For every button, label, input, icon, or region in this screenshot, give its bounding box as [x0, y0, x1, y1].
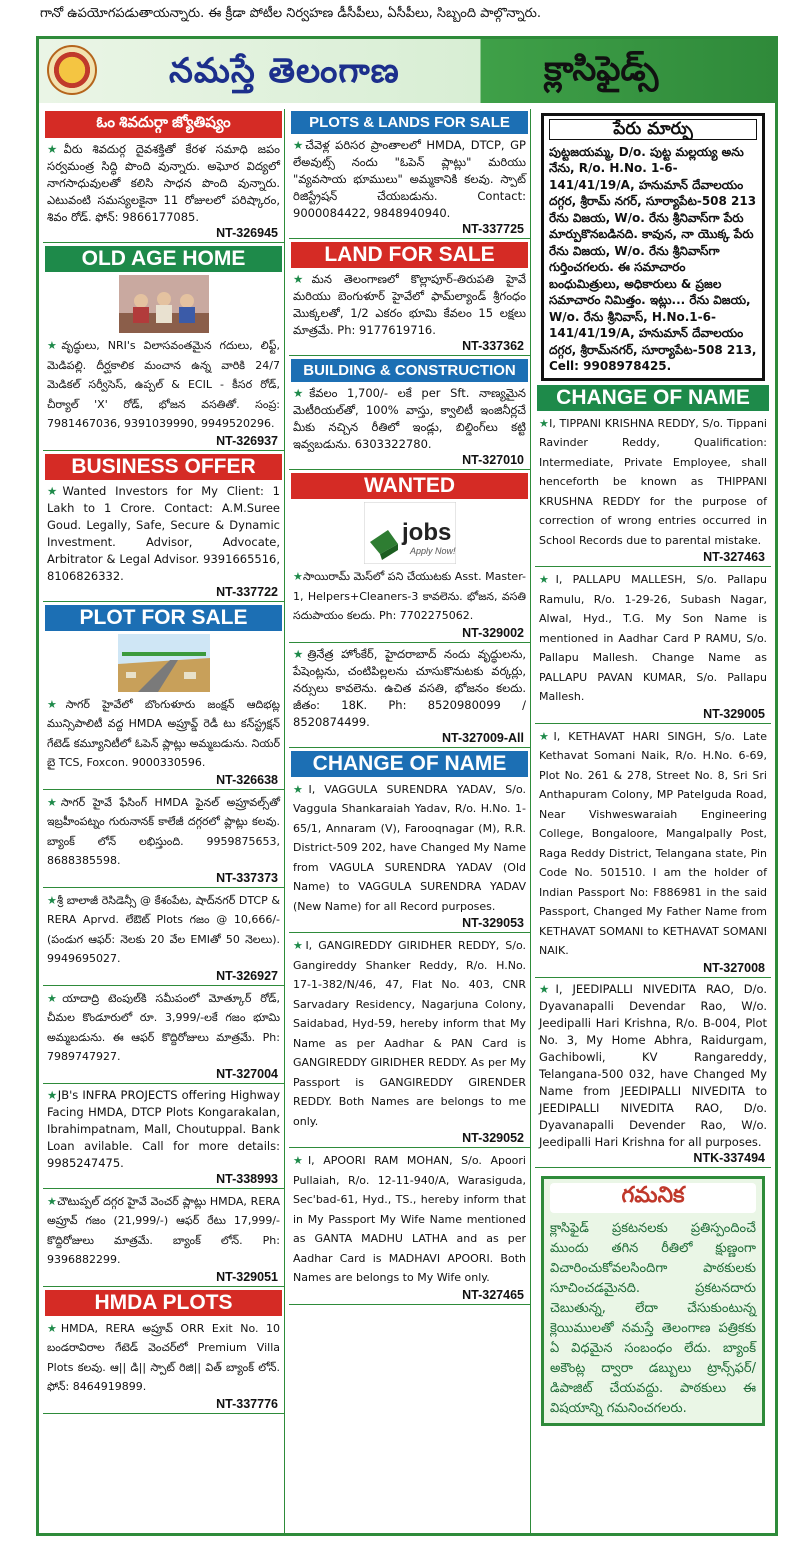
star-bullet-icon: ★: [539, 573, 556, 586]
ad-text: ★సాగర్ హైవేలో బొంగుళూరు జంక్షన్ ఆదిభట్ల మున్సిపాలిటీ వద్ద HMDA అప్రూవ్డ్ రెడీ టు కన్‌స్ట్రక్షన్ గేటెడ్ కమ్యూనిటీలో ఓపెన్ ప్లాట్లు అమ్మబడును. నియర్ బై TCS, Foxcon. 9000330596.: [47, 697, 280, 769]
column-2: [289, 109, 531, 1533]
ad-code: NT-326927: [43, 969, 284, 986]
star-bullet-icon: ★: [293, 272, 312, 286]
newspaper-logo: [47, 45, 97, 95]
ad-heading: ఓం శివదుర్గా జ్యోతిష్యం: [45, 111, 282, 138]
star-bullet-icon: ★: [293, 782, 309, 796]
ad-code: NT-326937: [43, 434, 284, 451]
ad-code: NT-329002: [289, 626, 530, 643]
ad-code: NT-329005: [535, 707, 771, 724]
ad-code: NT-327004: [43, 1067, 284, 1084]
ad-text: ★JB's INFRA PROJECTS offering Highway Facing HMDA, DTCP Plots Kongarakalan, Ibrahimpatnam, Mall, Choutuppal. Bank Loan avilable. Call for more details: 9985247475.: [47, 1087, 281, 1170]
ad-code: NT-337776: [43, 1397, 284, 1414]
ad-heading: WANTED: [291, 473, 528, 499]
name-change-box-text: పుట్టజయమ్మ, D/o. పుట్ట మల్లయ్య అను నేను, R/o. H.No. 1-6-141/41/19/A, హనుమాన్ దేవాలయం దగ్గర, శ్రీరామ్ నగర్, సూర్యాపేట-508 213 రేను విజయ, W/o. రేను శ్రీనివాస్‌గా పేరు మార్పుకొనబడినది. కావున, నా యొక్క పేరు రేను విజయ, W/o. రేను శ్రీనివాస్‌గా గుర్తించగలరు. ఈ సమాచారం బంధుమిత్రులు, అధికారులు & ప్రజల సమాచారం నిమిత్తం. ఇట్లు... రేను విజయ, W/o. రేను శ్రీనివాస్, H.No.1-6-141/41/19/A, హనుమాన్ దేవాలయం దగ్గర, శ్రీరామ్‌నగర్, సూర్యాపేట-508 213, Cell: 9908978425.: [549, 144, 757, 373]
notice-text: క్లాసిఫైడ్ ప్రకటనలకు ప్రతిస్పందించే ముందు తగిన రీతిలో క్షుణ్ణంగా విచారించుకోవలసిందిగా పాఠకులకు సూచించడమైనది. ప్రకటనదారు చెబుతున్న, లేదా చేసుకుంటున్న క్లెయిములతో నమస్తే తెలంగాణ పత్రికకు ఏ విధమైన సంబంధం లేదు. బ్యాంక్ అకౌంట్ల ద్వారా డబ్బులు ట్రాన్స్‌ఫర్/డిపాజిట్ చేయవద్దు. పాఠకులు ఈ విషయాన్ని గమనించగలరు.: [550, 1220, 756, 1416]
ad-code: NT-329053: [289, 916, 530, 933]
name-change-box: [541, 113, 765, 381]
star-bullet-icon: ★: [47, 1194, 58, 1208]
star-bullet-icon: ★: [47, 697, 66, 711]
ad-heading: LAND FOR SALE: [291, 242, 528, 268]
star-bullet-icon: ★: [539, 416, 550, 430]
ad-code: NT-337373: [43, 871, 284, 888]
star-bullet-icon: ★: [47, 142, 64, 156]
jobs-logo: [364, 502, 456, 564]
ad-text: ★చేవెళ్ల పరిసర ప్రాంతాలలో HMDA, DTCP, GP లేఅవుట్స్ నందు "ఓపెన్ ప్లాట్లు" మరియు "వ్యవసాయ భూములు" అమ్మకానికి కలవు. స్పాట్ రిజిస్ట్రేషన్ చేయబడును. Contact: 9000084422, 9848940940.: [293, 138, 526, 220]
ad-text: ★వీరు శివదుర్గ దైవశక్తితో కేరళ సమాధి జపం సర్వమంత్ర సిద్ధి పొంది వున్నారు. అఘోర విద్యలో నాగసాధువులతో కలిసి సాధన పొంది వున్నారు. ఎటువంటి సమస్యలకైనా 11 రోజులలో పరిష్కారం, శివం రోడ్. ఫోన్: 9866177085.: [47, 142, 280, 224]
ad-code: NTK-337494: [535, 1151, 771, 1168]
ad-text: ★త్రినేత్ర హోంకేర్, హైదరాబాద్ నందు వృద్ధులను, పేషెంట్లను, చంటిపిల్లలను చూసుకొనుటకు వర్కర్లు, నర్సులు కావలెను. ఉచిత వసతి, భోజనం కలదు. జీతం: 18K. Ph: 8520980099 / 8520874499.: [293, 646, 526, 729]
ad-code: NT-327465: [289, 1288, 530, 1305]
ad-code: NT-338993: [43, 1172, 284, 1189]
ad-text: ★యాదాద్రి టెంపుల్‌కి సమీపంలో మోత్కూర్ రోడ్, చీమల కొండూరులో రూ. 3,999/-లకే గజం భూమి అమ్మబడును. ఈ ఆఫర్ కొద్దిరోజులు మాత్రమే. Ph: 7989747927.: [47, 991, 280, 1063]
column-1: [43, 109, 285, 1533]
ad-heading: PLOTS & LANDS FOR SALE: [291, 111, 528, 134]
ad-text: ★I, VAGGULA SURENDRA YADAV, S/o. Vaggula Shankaraiah Yadav, R/o. H.No. 1-65/1, Annaram (V), Farooqnagar (M), R.R. District-509 202, have Changed My Name from VAGULA SURENDRA YADAV (Old Name) to VAGGULA SURENDRA YADAV (New Name) for all Record purposes.: [293, 782, 526, 913]
ad-text: ★కేవలం 1,700/- లకే per Sft. నాణ్యమైన మెటీరియల్‌తో, 100% వాస్తు, క్వాలిటీ ఇంజినీర్లచే మీకు నచ్చిన రీతిలో ఇండ్లు, బిల్డింగ్‌లు కట్టి ఇవ్వబడును. 6303322780.: [293, 386, 526, 451]
classifieds-banner: [39, 39, 775, 103]
star-bullet-icon: ★: [539, 729, 554, 743]
ad-code: NT-329052: [289, 1131, 530, 1148]
classifieds-page: [36, 36, 778, 1536]
star-bullet-icon: ★: [293, 138, 306, 152]
newspaper-title: నమస్తే తెలంగాణ: [169, 51, 400, 91]
star-bullet-icon: ★: [293, 386, 310, 400]
jobs-logo-text: jobs: [401, 519, 451, 546]
notice-box: [541, 1176, 765, 1426]
star-bullet-icon: ★: [293, 1154, 308, 1167]
star-bullet-icon: ★: [47, 483, 63, 498]
jobs-logo-tagline: Apply Now!: [409, 546, 456, 556]
ad-code: NT-327009-All: [289, 731, 530, 748]
ad-text: ★Wanted Investors for My Client: 1 Lakh to 1 Crore. Contact: A.M.Suree Goud. Legally, Safe, Secure & Dynamic Investment. Advisor, Advocate, Arbitrator & Legal Advisor. 9391665516, 8106826332.: [47, 483, 280, 583]
ad-text: ★I, KETHAVAT HARI SINGH, S/o. Late Kethavat Somani Naik, R/o. H.No. 6-69, Plot No. 261 & 278, Street No. 8, Sri Sri Anthapuram Colony, MP Patelguda Road, Near Vishweswaraiah Engineering College, Bongaloore, Mangalpally Post, Raga Reddy District, Telangana state, Pin Code No. 501510. I am the holder of Indian Passport No: F886981 in the said Passport, Changed My Father Name from KETHAVAT SOMANI to KETHAVAT SOMANI NAIK.: [539, 729, 767, 957]
star-bullet-icon: ★: [47, 1087, 58, 1102]
ad-text: ★I, GANGIREDDY GIRIDHER REDDY, S/o. Gangireddy Shanker Reddy, R/o. H.No. 17-1-382/N/46, 47, Flat No. 403, CNR Sarvadary Residency, Nagarjuna Colony, Saidabad, Hyd-59, hereby inform that My Name as per Aadhar & PAN Card is GANGIREDDY GIRIDHER REDDY. As per My Passport is GANGIREDDY GIRENDER REDDY. Both Names are belongs to me only.: [293, 939, 526, 1128]
ad-text: ★వృద్ధులు, NRI's విలాసవంతమైన గదులు, లిఫ్ట్, మెడిపల్లి. దీర్ఘకాలిక మంచాన ఉన్న వారికి 24/7 మెడికల్ సర్వీసెస్, ఉప్పల్ & ECIL - కీసర రోడ్, చీర్యాల్ 'X' రోడ్, భోజన వసతితో. సంప్ర: 7981467036, 9391039990, 9949520296.: [47, 339, 280, 430]
star-bullet-icon: ★: [293, 646, 308, 661]
old-age-home-photo: [119, 275, 209, 333]
ad-text: ★HMDA, RERA అప్రూవ్ ORR Exit No. 10 బండరావిరాల గేటెడ్ వెంచర్‌లో Premium Villa Plots కలవు. ఆ|| డి|| స్పాట్ రిజి|| విత్ బ్యాంక్ లోన్. ఫోన్: 8464919899.: [47, 1321, 280, 1393]
ad-code: NT-337722: [43, 585, 284, 602]
ad-text: ★సాయిరామ్ మెస్‌లో పని చేయుటకు Asst. Master-1, Helpers+Cleaners-3 కావలెను. భోజన, వసతి సదుపాయం కలదు. Ph: 7702275062.: [293, 570, 526, 622]
plot-layout-photo: [118, 634, 210, 692]
ad-heading: PLOT FOR SALE: [45, 605, 282, 631]
star-bullet-icon: ★: [47, 1321, 61, 1335]
classifieds-title: క్లాసిఫైడ్స్: [544, 49, 659, 89]
ad-code: NT-327010: [289, 453, 530, 470]
ad-text: ★మన తెలంగాణలో కొల్లాపూర్-తిరుపతి హైవే మరియు బెంగుళూర్ హైవేలో ఫామ్‌ల్యాండ్ శ్రీగంధం మొక్కలతో, 1/2 ఎకరం భూమి కేవలం 15 లక్షలు మాత్రమే. Ph: 9177619716.: [293, 272, 526, 337]
notice-heading: గమనిక: [550, 1183, 756, 1213]
ad-heading: HMDA PLOTS: [45, 1290, 282, 1316]
ad-text: ★I, APOORI RAM MOHAN, S/o. Apoori Pullaiah, R/o. 12-11-940/A, Warasiguda, Sec'bad-61, Hyd., TS., hereby inform that in My Passport My Wife Name mentioned as GANTA MADHU LATHA and as per Aadhar Card is MADHAVI APOORI. Both Names are belongs to My Wife only.: [293, 1154, 526, 1284]
ad-heading: OLD AGE HOME: [45, 246, 282, 272]
ad-code: NT-337725: [289, 222, 530, 239]
ad-code: NT-337362: [289, 339, 530, 356]
ad-text: ★చౌటుప్పల్ దగ్గర హైవే వెంచర్ ప్లాట్లు HMDA, RERA అప్రూవ్ గజం (21,999/-) ఆఫర్ రేటు 17,999/- కొద్దిరోజులు మాత్రమే. బ్యాంక్ లోన్. Ph: 9396882299.: [47, 1194, 280, 1266]
star-bullet-icon: ★: [47, 795, 61, 809]
ad-heading: BUILDING & CONSTRUCTION: [291, 359, 528, 382]
ad-text: ★I, JEEDIPALLI NIVEDITA RAO, D/o. Dyavanapalli Devendar Rao, W/o. Jeedipalli Hari Krishna, R/o. B-004, Plot No. 3, My Home Abhra, Raidurgam, Gachibowli, KV Rangareddy, Telangana-500 032, have Changed My Name from JEEDIPALLI NIVEDITA to JEEDIPALLI NIVEDITA RAO, D/o. Dyavanapalli Devender Rao, W/o. Jeedipalli Hari Krishna for all purposes.: [539, 981, 767, 1149]
star-bullet-icon: ★: [293, 570, 303, 583]
ad-heading: CHANGE OF NAME: [291, 751, 528, 777]
ad-text: ★I, TIPPANI KRISHNA REDDY, S/o. Tippani Ravinder Reddy, Qualification: Intermediate, Private Employee, shall henceforth be known as THIPPANI KRUSHNA REDDY for the purpose of correction of wrong entries occurred in School Records due to parental mistake.: [539, 416, 767, 547]
ad-heading: CHANGE OF NAME: [537, 385, 769, 411]
ad-text: ★శ్రీ బాలాజీ రెసిడెన్సీ @ కేశంపేట, షాద్‌నగర్ DTCP & RERA Aprvd. లేఔట్ Plots గజం @ 10,666/- (పండుగ ఆఫర్: నెలకు 20 వేల EMIతో 50 నెలలు). 9949695027.: [47, 893, 280, 965]
star-bullet-icon: ★: [47, 893, 58, 907]
top-article-line: గానో ఉపయోగపడుతాయన్నారు. ఈ క్రీడా పోటీల నిర్వహణ డీసీపీలు, ఏసీపీలు, సిబ్బంది పాల్గొన్నారు.: [40, 6, 542, 21]
ad-heading: BUSINESS OFFER: [45, 454, 282, 480]
ad-code: NT-327463: [535, 550, 771, 567]
star-bullet-icon: ★: [47, 991, 63, 1005]
ad-code: NT-329051: [43, 1270, 284, 1287]
ad-code: NT-327008: [535, 961, 771, 978]
ad-text: ★I, PALLAPU MALLESH, S/o. Pallapu Ramulu, R/o. 1-29-26, Subash Nagar, Alwal, Hyd., T.G. My Son Name is mentioned in Aadhar Card P RAMU, S/o. Pallapu Mallesh. Change Name as PALLAPU PAVAN KUMAR, S/o. Pallapu Mallesh.: [539, 573, 767, 703]
ad-code: NT-326945: [43, 226, 284, 243]
name-change-box-heading: పేరు మార్పు: [549, 119, 757, 140]
star-bullet-icon: ★: [539, 981, 556, 996]
ad-text: ★సాగర్ హైవే ఫేసింగ్ HMDA ఫైనల్ అప్రూవల్స్‌తో ఇబ్రహీంపట్నం గురునానక్ కాలేజీ దగ్గరలో ప్లాట్లు కలవు. బ్యాంక్ లోన్ లభిస్తుంది. 9959875653, 8688385598.: [47, 795, 280, 867]
star-bullet-icon: ★: [47, 339, 62, 352]
star-bullet-icon: ★: [293, 939, 306, 952]
column-3: [535, 109, 771, 1533]
ad-code: NT-326638: [43, 773, 284, 790]
